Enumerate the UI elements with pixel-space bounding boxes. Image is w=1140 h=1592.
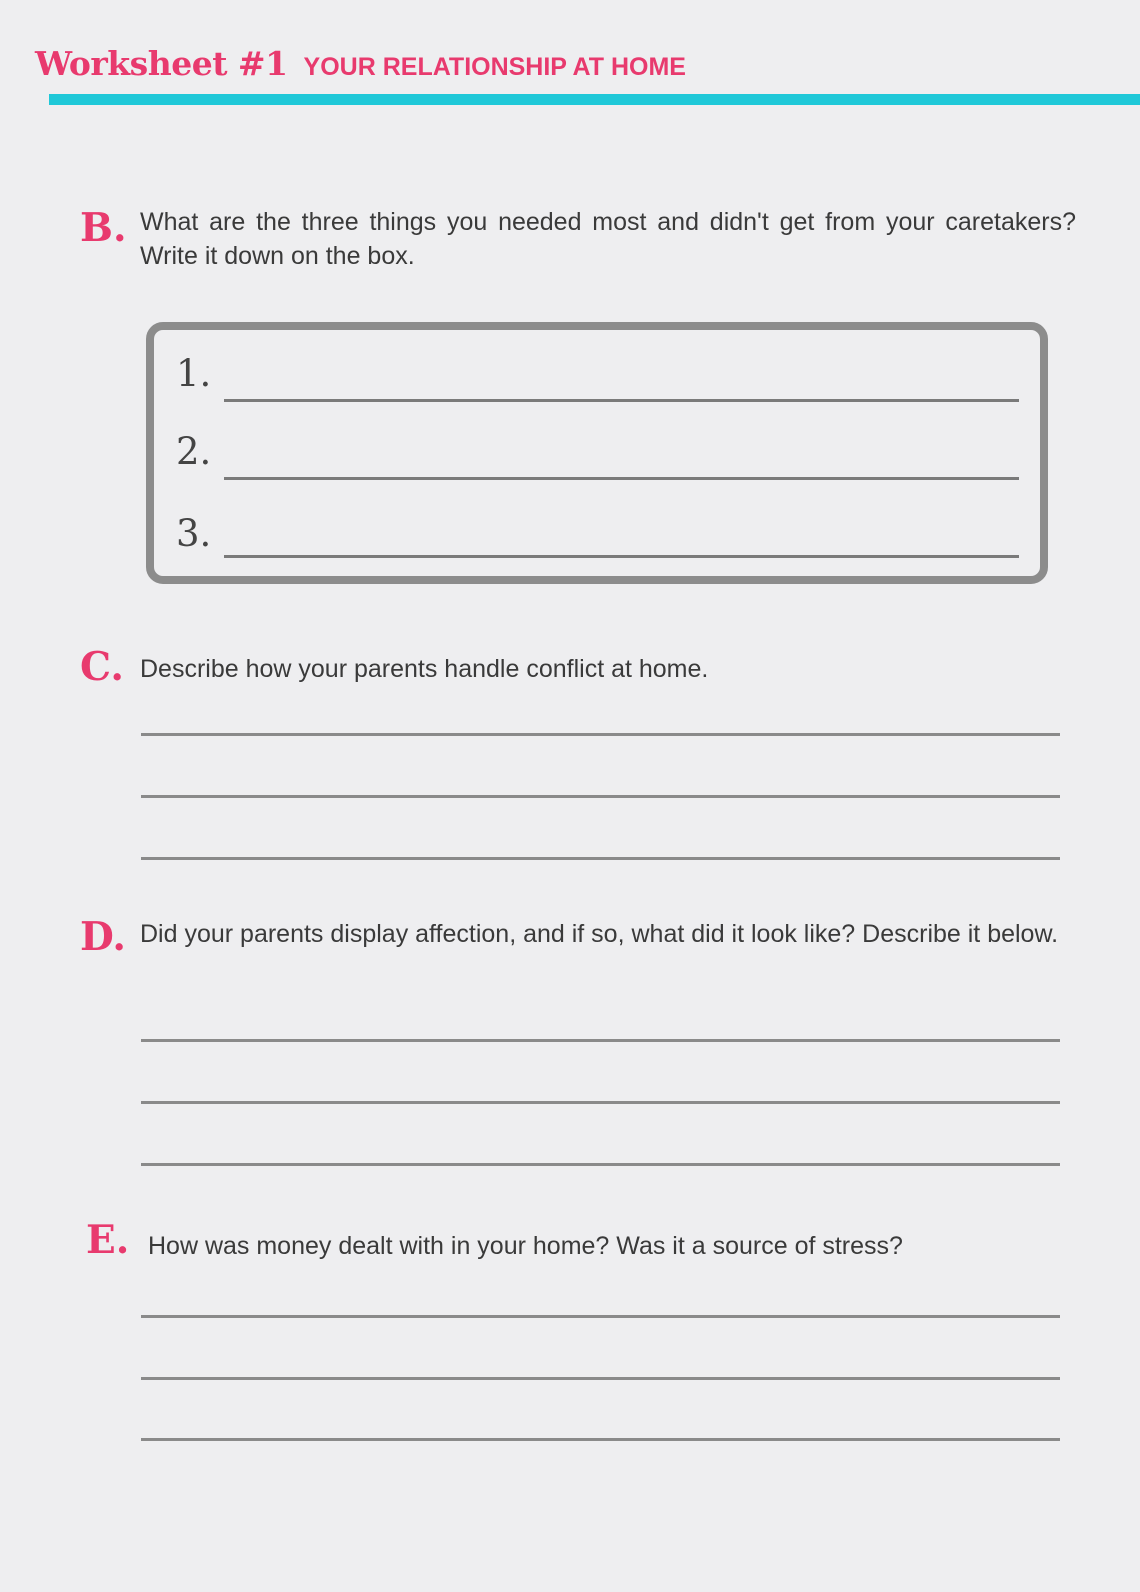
question-d-letter: D.: [80, 914, 127, 960]
answer-line[interactable]: [141, 1438, 1060, 1441]
answer-line[interactable]: [141, 1163, 1060, 1166]
question-e-text: How was money dealt with in your home? Was it a source of stress?: [148, 1232, 903, 1260]
answer-line[interactable]: [141, 1315, 1060, 1318]
answer-line[interactable]: [141, 1039, 1060, 1042]
question-e-letter: E.: [86, 1217, 130, 1263]
answer-line[interactable]: [141, 733, 1060, 736]
answer-line[interactable]: [141, 795, 1060, 798]
box-answer-line-1[interactable]: [224, 399, 1019, 402]
answer-line[interactable]: [141, 857, 1060, 860]
box-item-number: 2.: [176, 430, 212, 473]
worksheet-subtitle: YOUR RELATIONSHIP AT HOME: [303, 53, 686, 81]
answer-line[interactable]: [141, 1101, 1060, 1104]
question-c-letter: C.: [80, 644, 124, 690]
box-item-number: 1.: [176, 352, 212, 395]
worksheet-header: [35, 44, 686, 83]
header-rule: [49, 94, 1140, 105]
question-d-text: Did your parents display affection, and if so, what did it look like? Describe it below.: [140, 920, 1059, 948]
question-b-letter: B.: [80, 205, 127, 251]
question-b-text: What are the three things you needed most and didn't get from your caretakers? Write it down on the box.: [140, 208, 1076, 270]
box-answer-line-3[interactable]: [224, 555, 1019, 558]
answer-line[interactable]: [141, 1377, 1060, 1380]
question-c-text: Describe how your parents handle conflict at home.: [140, 655, 709, 683]
answer-box: [146, 322, 1048, 584]
box-item-number: 3.: [176, 512, 212, 555]
worksheet-number: Worksheet #1: [35, 44, 288, 83]
box-answer-line-2[interactable]: [224, 477, 1019, 480]
